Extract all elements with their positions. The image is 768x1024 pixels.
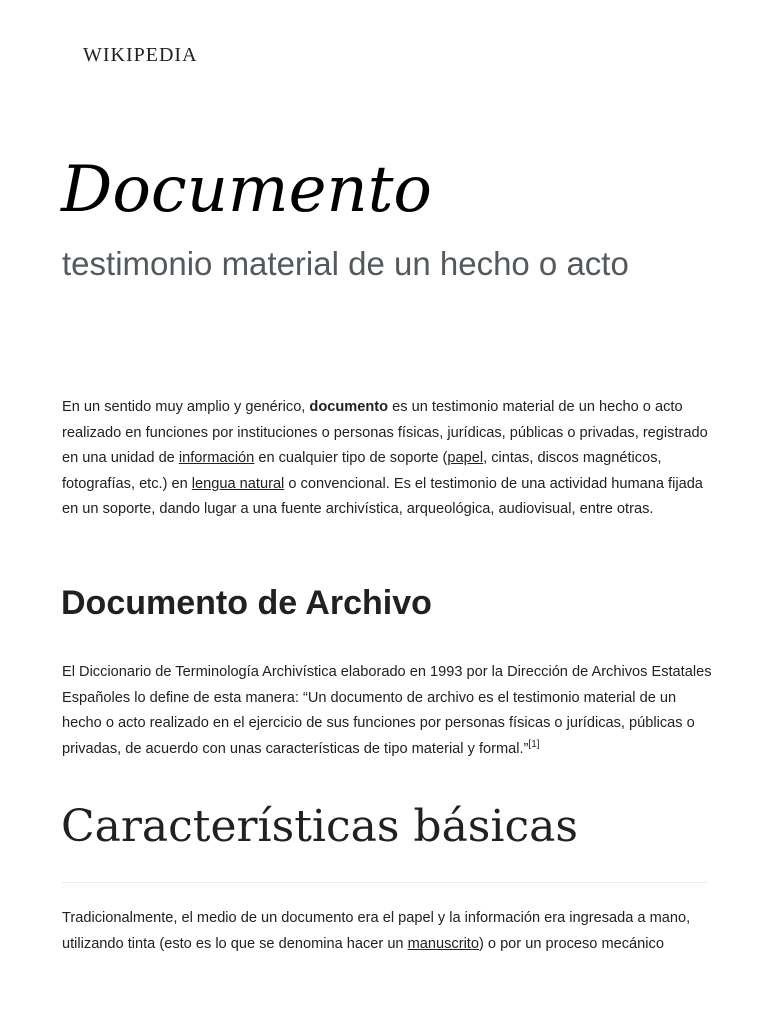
caracteristicas-text: ) o por un proceso mecánico xyxy=(478,935,664,952)
page-title: Documento xyxy=(61,153,432,227)
section-divider xyxy=(62,882,707,883)
intro-text: , cintas, discos magnéticos, fotografías, etc.) en xyxy=(62,450,662,492)
section-paragraph-caracteristicas xyxy=(62,906,712,957)
section-paragraph-archivo xyxy=(62,660,712,762)
wikipedia-logo[interactable]: WIKIPEDIA xyxy=(83,44,198,66)
link-informacion[interactable]: información xyxy=(178,450,255,467)
link-manuscrito[interactable]: manuscrito xyxy=(407,935,479,952)
intro-paragraph xyxy=(62,395,712,523)
archivo-text: El Diccionario de Terminología Archivística elaborado en 1993 por la Dirección de Archivos Estatales Españoles lo define de esta manera: “Un documento de archivo es el testimonio material de un hecho o acto realizado en el ejercicio de sus funciones por personas físicas o jurídicas, públicas o privadas, de acuerdo con unas características de tipo material y formal.” xyxy=(62,664,712,757)
section-heading-caracteristicas: Características básicas xyxy=(61,801,578,852)
intro-bold-term: documento xyxy=(309,399,389,415)
link-papel[interactable]: papel xyxy=(447,450,484,467)
link-lengua-natural[interactable]: lengua natural xyxy=(191,475,285,492)
caracteristicas-text: Tradicionalmente, el medio de un documento era el papel y la información era ingresada a mano, utilizando tinta (esto es lo que se denomina hacer un xyxy=(62,910,691,952)
intro-text: En un sentido muy amplio y genérico, xyxy=(62,399,310,415)
intro-text: es un testimonio material de un hecho o acto realizado en funciones por instituciones o personas físicas, jurídicas, públicas o privadas, registrado en una unidad de xyxy=(62,399,708,467)
intro-text: en cualquier tipo de soporte ( xyxy=(254,450,448,467)
page-subtitle: testimonio material de un hecho o acto xyxy=(62,245,629,282)
reference-link[interactable]: [1] xyxy=(528,738,540,750)
reference-superscript xyxy=(528,739,539,750)
intro-text: o convencional. Es el testimonio de una actividad humana fijada en un soporte, dando lugar a una fuente archivística, arqueológica, audiovisual, entre otras. xyxy=(62,475,703,518)
section-heading-documento-de-archivo: Documento de Archivo xyxy=(61,584,432,622)
